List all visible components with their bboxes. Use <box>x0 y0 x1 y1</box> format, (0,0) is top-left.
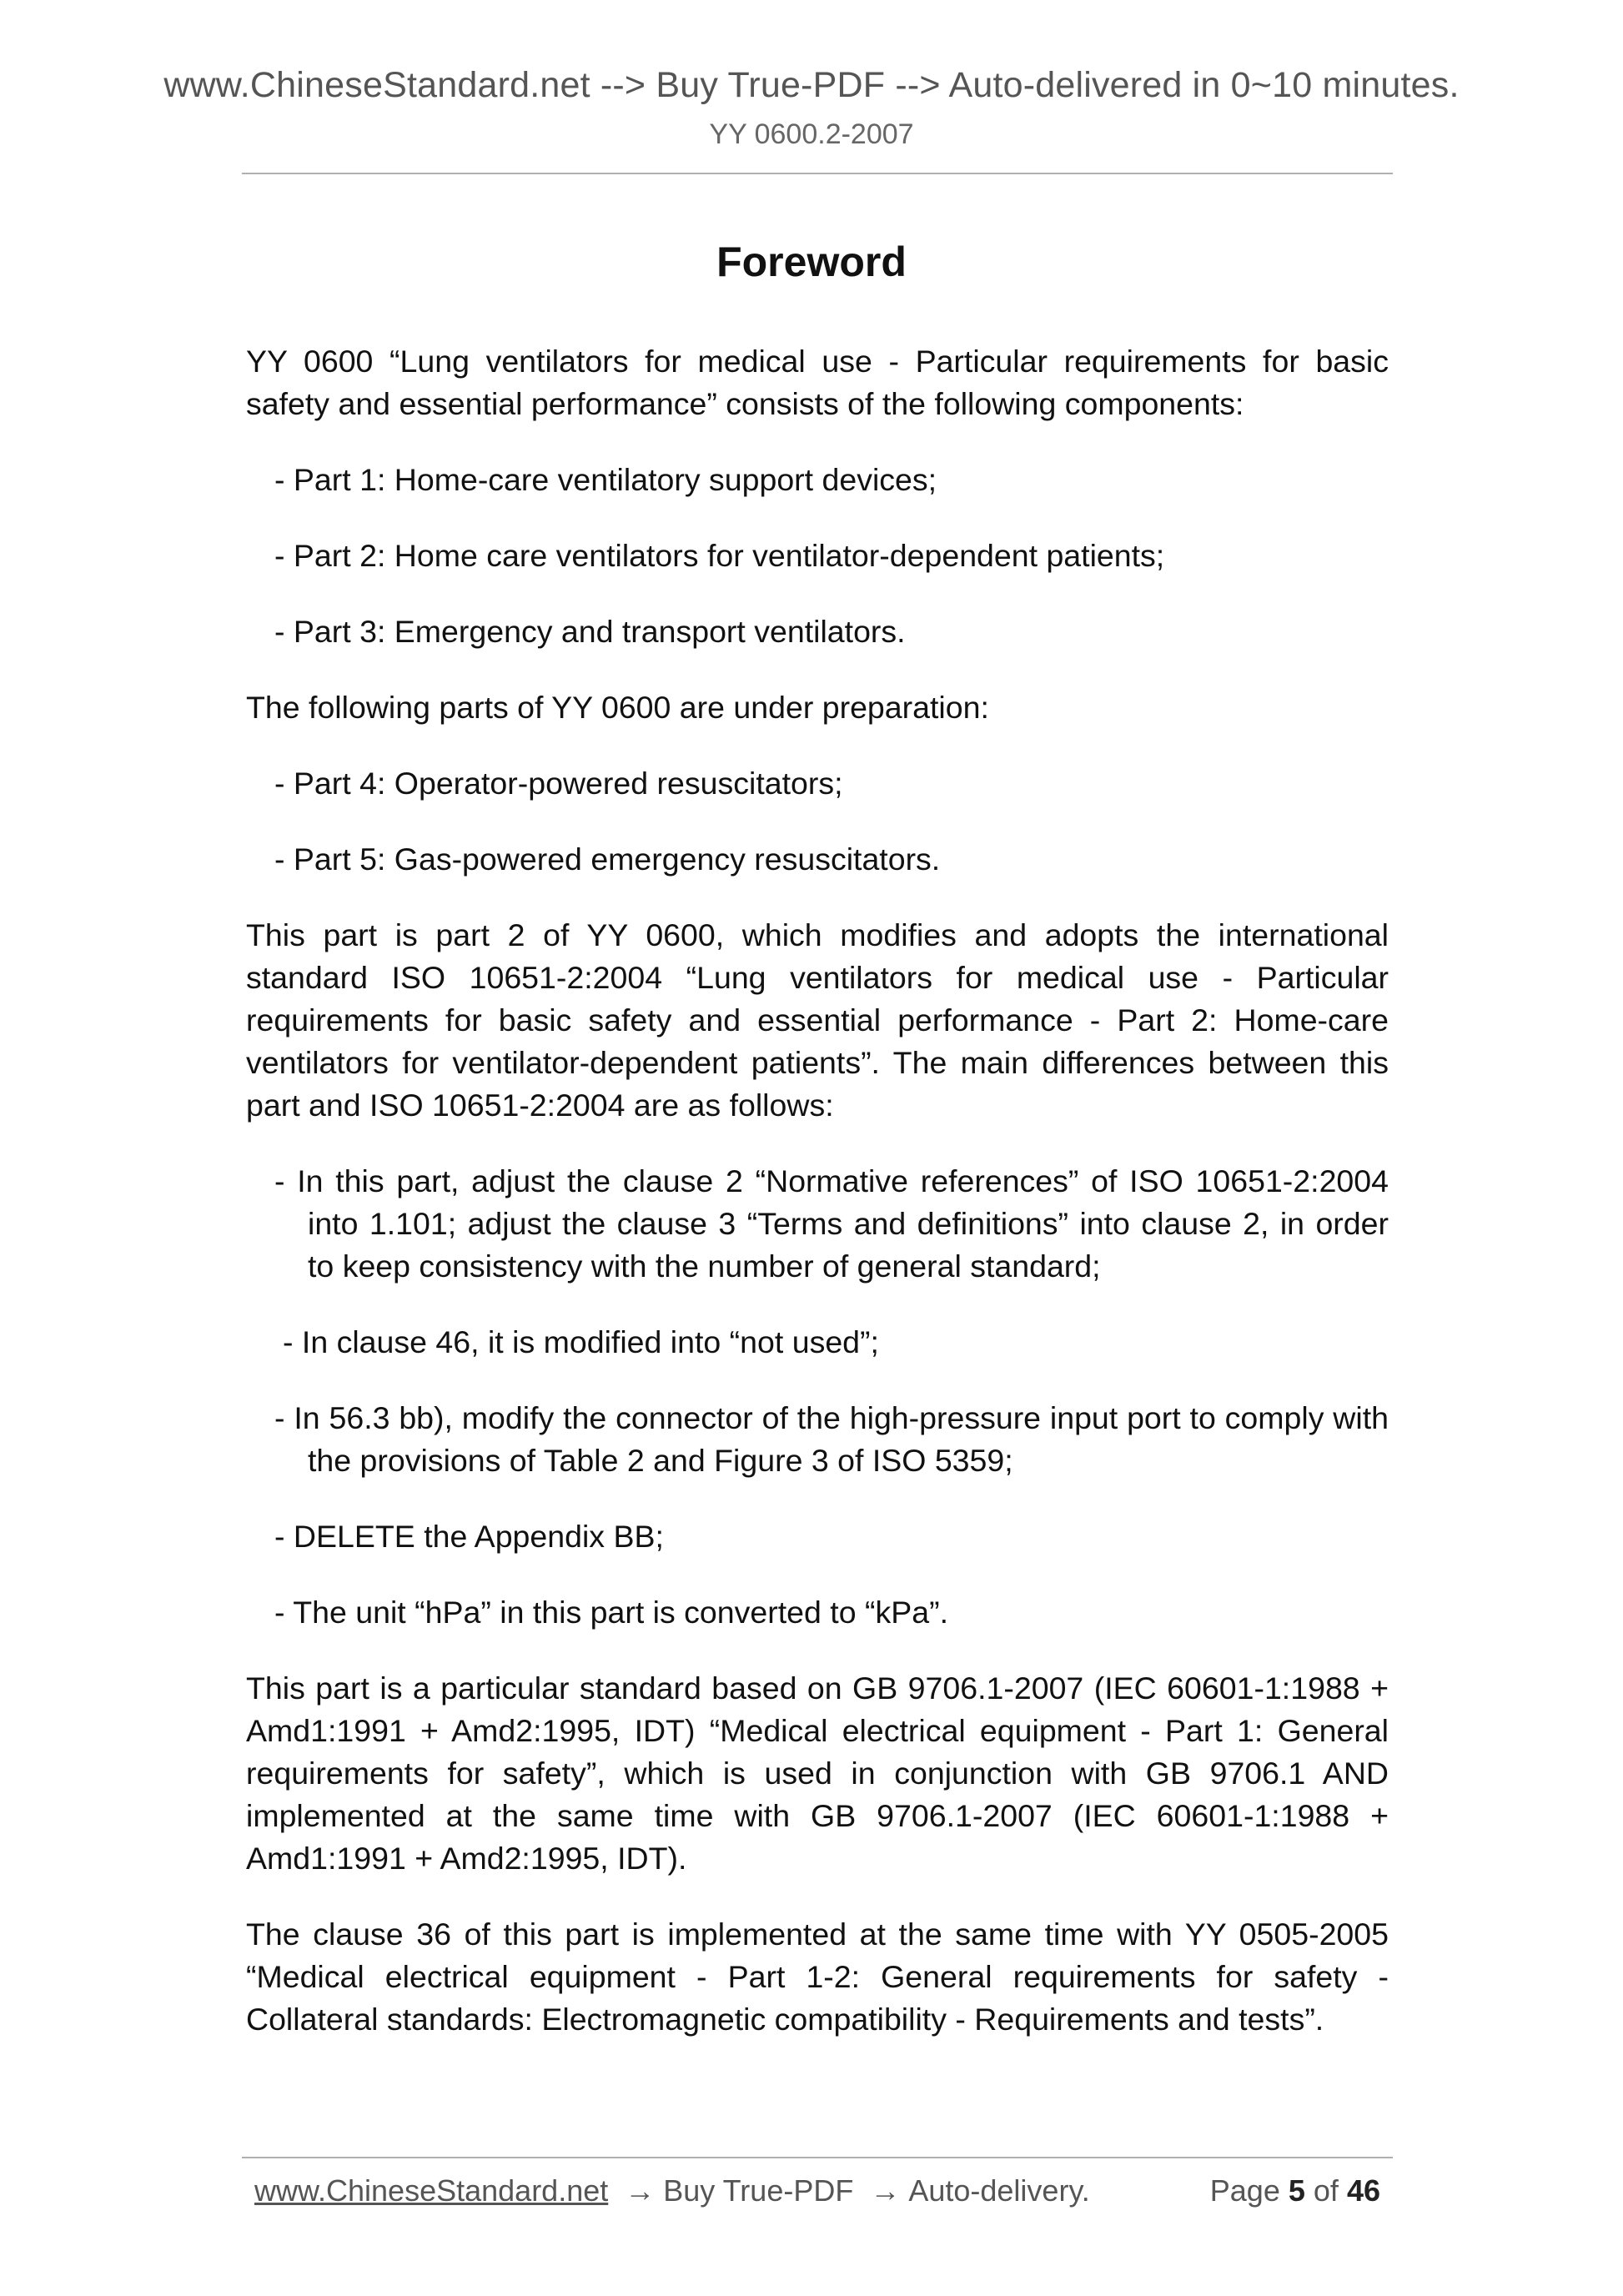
intro-paragraph: YY 0600 “Lung ventilators for medical use - Particular requirements for basic safety and essential performance” consists of the following components: <box>246 344 1389 421</box>
footer-buy-text: Buy True-PDF <box>663 2173 854 2208</box>
difference-item: - In 56.3 bb), modify the connector of the high-pressure input port to comply with the provisions of Table 2 and Figure 3 of ISO 5359; <box>274 1400 1389 1478</box>
header-banner: www.ChineseStandard.net --> Buy True-PDF --> Auto-delivered in 0~10 minutes. <box>163 65 1460 105</box>
page-number <box>1210 2173 1380 2208</box>
page-of: of <box>1313 2173 1339 2208</box>
page-current: 5 <box>1288 2173 1305 2208</box>
clause-36-paragraph: The clause 36 of this part is implemented at the same time with YY 0505-2005 “Medical electrical equipment - Part 1-2: General requirements for safety - Collateral standards: Electromagnetic compatibility - Requirements and tests”. <box>246 1917 1389 2037</box>
arrow-right-icon: → <box>870 2173 901 2208</box>
page-total: 46 <box>1346 2173 1380 2208</box>
footer-site-link[interactable]: www.ChineseStandard.net <box>254 2173 609 2208</box>
difference-item: - In clause 46, it is modified into “not used”; <box>283 1324 879 1359</box>
footer-divider <box>242 2157 1393 2158</box>
arrow-right-icon: → <box>625 2173 656 2208</box>
header-divider <box>242 173 1393 174</box>
preparation-paragraph: The following parts of YY 0600 are under preparation: <box>246 690 989 725</box>
preparation-item: - Part 4: Operator-powered resuscitators; <box>274 766 843 801</box>
document-body <box>246 340 1389 2074</box>
document-id: YY 0600.2-2007 <box>709 118 914 150</box>
adoption-paragraph: This part is part 2 of YY 0600, which modifies and adopts the international standard ISO 10651-2:2004 “Lung ventilators for medical use - Particular requirements for basic safety and essential performance - Part 2: Home-care ventilators for ventilator-dependent patients”. The main differences between this part and ISO 10651-2:2004 are as follows: <box>246 917 1389 1123</box>
component-item: - Part 2: Home care ventilators for ventilator-dependent patients; <box>274 538 1165 573</box>
preparation-item: - Part 5: Gas-powered emergency resuscitators. <box>274 842 941 877</box>
component-item: - Part 3: Emergency and transport ventilators. <box>274 614 906 649</box>
footer <box>254 2173 1380 2208</box>
difference-item: - DELETE the Appendix BB; <box>274 1519 664 1554</box>
difference-item: - In this part, adjust the clause 2 “Normative references” of ISO 10651-2:2004 into 1.101; adjust the clause 3 “Terms and definitions” into clause 2, in order to keep consistency with the number of general standard; <box>274 1163 1389 1284</box>
page-title: Foreword <box>716 239 907 285</box>
component-item: - Part 1: Home-care ventilatory support devices; <box>274 462 937 497</box>
page-label: Page <box>1209 2173 1280 2208</box>
difference-item: - The unit “hPa” in this part is converted to “kPa”. <box>274 1595 948 1630</box>
footer-delivery-text: Auto-delivery. <box>908 2173 1090 2208</box>
particular-standard-paragraph: This part is a particular standard based on GB 9706.1-2007 (IEC 60601-1:1988 + Amd1:1991 + Amd2:1995, IDT) “Medical electrical equipment - Part 1: General requirements for safety”, which is used in conjunction with GB 9706.1 AND implemented at the same time with GB 9706.1-2007 (IEC 60601-1:1988 + Amd1:1991 + Amd2:1995, IDT). <box>246 1671 1389 1876</box>
